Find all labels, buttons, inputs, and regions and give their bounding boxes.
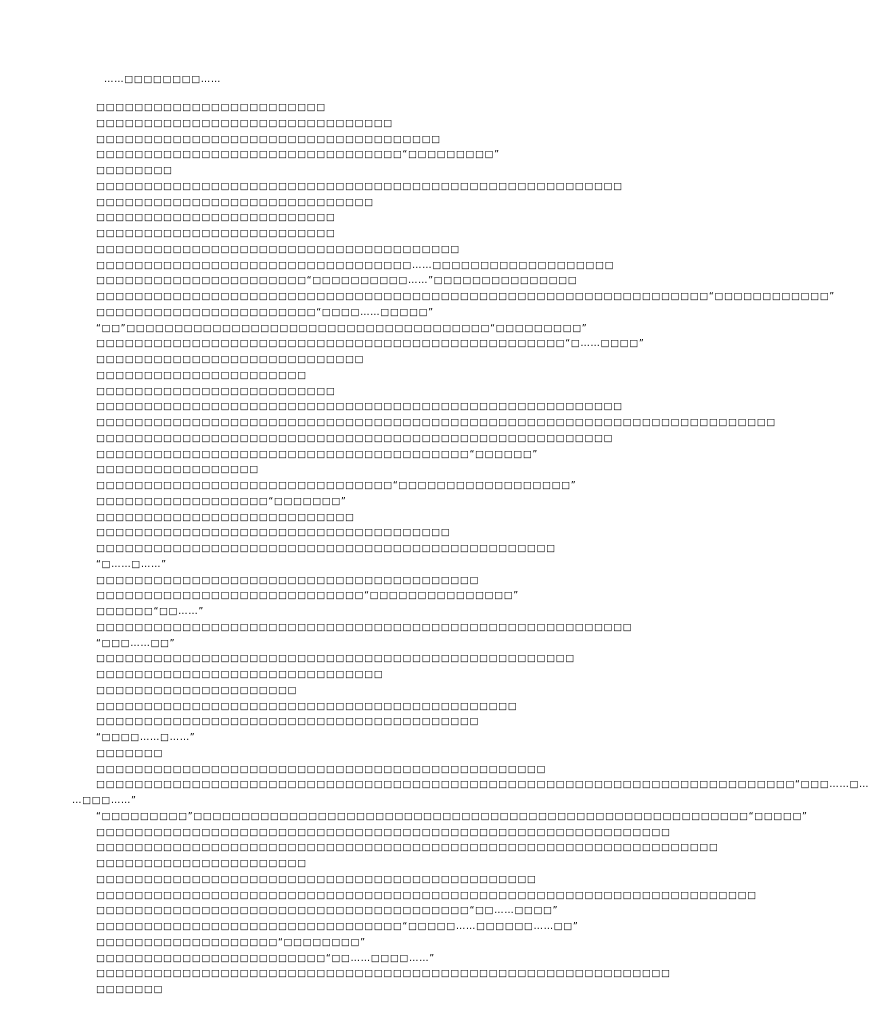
text-line: □□□□□□□□□□□□□□□□□□□□□□□□□□□: [96, 511, 355, 523]
text-line: □□□□□□□□□□□□□□□□□□□□□□□□: [96, 102, 326, 113]
text-line: □□□□□□□□□□□□□□□□□□□□□□□□□□□□□□□□□□□□□□□□□□□□□□□□□□□□□□□: [96, 401, 623, 413]
text-line: □□□□□□□□□□□□□□□□□□□□□□□□□□□□□□□□□□□□□□□□□□□□□□□□□□□□□□□: [96, 180, 623, 192]
text-line: □□□□□□□□□□□□□□□□□□□□□□“□□□□□□□□□□……”□□□□□□□□□□□□□□□: [96, 275, 578, 287]
text-line: □□□□□□□□: [96, 165, 173, 176]
text-line: □□□□□□□□□□□□□□□□□□□□□□□□□□□□□□□□□……□□□□□□□□□□□□□□□□□□□: [96, 259, 615, 271]
text-line: □□□□□□□□□□□□□□□□□□□□□□□“□□□□……□□□□□”: [96, 306, 434, 318]
text-line: □□□□□□□□□□□□□□□□□□□□□□□□□□□□□□□□□□□□□: [96, 527, 451, 539]
text-line: “□□”□□□□□□□□□□□□□□□□□□□□□□□□□□□□□□□□□□□□□□“□□□□□□□□□”: [96, 322, 588, 334]
text-line: □□□□□□□□□□□□□□□□□□□□□□□□□□□□□□□□□□□□□□□“□□□□□□”: [96, 448, 538, 460]
text-line: “□□□……□□”: [96, 637, 176, 649]
text-line: □□□□□□□□□□□□□□□□□□“□□□□□□□”: [96, 495, 347, 507]
text-line: □□□□□□□□□□□□□□□□□□□□□□□□□□□□□□□□“□□□□□□□□□”: [96, 149, 500, 161]
document-heading: ……□□□□□□□□……: [104, 74, 222, 85]
text-line: □□□□□□□□□□□□□□□□□□□□□□□□□□□□□□□□□□□□□□□□: [96, 716, 480, 728]
text-line: □□□□□□□□□□□□□□□□□□□□□: [96, 684, 298, 696]
text-line: □□□□□□□□□□□□□□□□□□□□□□□□□□□□□□□□□□□□□□□□□□□□□□□□□□□□□□□□□□□□□□□□□□□□□□□□□“□□□……□…: [96, 779, 869, 791]
text-line: □□□□□□□□□□□□□□□□□□□“□□□□□□□□”: [96, 936, 366, 948]
text-line: □□□□□□□□□□□□□□□□□□□□□□□□□□□□□□□□□□□□□□□□□□□□□□□: [96, 763, 547, 775]
text-line: □□□□□□□□□□□□□□□□□□□□□□□□□□□□□□□□□□□□□□□□□□□□□□□□□□□□□□: [96, 432, 614, 444]
text-line: □□□□□□□□□□□□□□□□□□□□□□□□□: [96, 228, 336, 239]
text-line: □□□□□□□□□□□□□□□□□□□□□□□□□□□□□: [96, 196, 374, 208]
text-line: □□□□□□□□□□□□□□□□□□□□□□□□□□□□□□□□□□□□□□□□□□□□: [96, 700, 518, 712]
text-line: □□□□□□□□□□□□□□□□□□□□□□□□“□□……□□□□……”: [96, 952, 435, 964]
text-line: □□□□□□□: [96, 984, 164, 995]
text-line: □□□□□□□□□□□□□□□□□□□□□□□□□□□□□□□□“□□□□□……□□□□□□……□□”: [96, 921, 579, 932]
text-line: □□□□□□□□□□□□□□□□□□□□□□□□□□□□□□□□□□□□□□□□□□□□□□□□□□□□□□□□□□□□: [96, 826, 671, 838]
text-line: □□□□□□□□□□□□□□□□□□□□□□□□□□□□: [96, 354, 365, 365]
text-line: □□□□□□□□□□□□□□□□□□□□□□□□□□□□□□□□□□□□□□: [96, 243, 460, 255]
text-line: □□□□□□□□□□□□□□□□□□□□□□□□□□□□□□□: [96, 117, 393, 129]
text-line: □□□□□□□□□□□□□□□□□□□□□□□□□□□□□□□□□□□□□□□□: [96, 574, 480, 586]
text-line: □□□□□□□□□□□□□□□□□□□□□□□□□□□□□□□□□□□□□□□□□□□□□□□□□“□……□□□□”: [96, 338, 645, 350]
text-line: “□……□……”: [96, 558, 167, 570]
text-line: □□□□□□□□□□□□□□□□□: [96, 464, 259, 476]
text-line: □□□□□□□□□□□□□□□□□□□□□□□□□□□□□□□□□□□□□□□□□□□□□□□□□□□□□□□□□□□□□□□□□□□□□□□: [96, 417, 776, 428]
text-line: □□□□□□□□□□□□□□□□□□□□□□□□□□□□□□□“□□□□□□□□□□□□□□□□□□”: [96, 480, 577, 491]
text-line: □□□□□□□□□□□□□□□□□□□□□□□□□: [96, 385, 336, 397]
text-line: □□□□□□□□□□□□□□□□□□□□□□□□□□□□□□□□□□□□□□□□□□□□□□□□□□: [96, 653, 575, 665]
document-body: [72, 100, 869, 998]
text-line: □□□□□□□□□□□□□□□□□□□□□□□□□□□□□□□□□□□□: [96, 133, 441, 145]
text-line: □□□□□□□: [96, 747, 164, 759]
text-line: □□□□□□□□□□□□□□□□□□□□□□□□□: [96, 212, 336, 224]
text-line: □□□□□□□□□□□□□□□□□□□□□□□□□□□□□□□□□□□□□□□□□□□□□□: [96, 873, 537, 885]
text-line: “□□□□□□□□□”□□□□□□□□□□□□□□□□□□□□□□□□□□□□□□□□□□□□□□□□□□□□□□□□□□□□□□□□□□“□□□□□”: [96, 810, 808, 822]
text-line: …□□□……”: [72, 795, 137, 806]
text-line: □□□□□□□□□□□□□□□□□□□□□□: [96, 858, 307, 869]
text-line: □□□□□□□□□□□□□□□□□□□□□□□□□□□□□□□□□□□□□□□□□□□□□□□□□□□□□□□□□□□□: [96, 968, 671, 980]
text-line: □□□□□□□□□□□□□□□□□□□□□□□□□□□□□□□□□□□□□□□□□□□□□□□□□□□□□□□□: [96, 621, 633, 633]
text-line: □□□□□□□□□□□□□□□□□□□□□□□□□□□□□□□□□□□□□□□□□□□□□□□□□□□□□□□□□□□□□□□□□: [96, 842, 719, 854]
text-line: □□□□□□□□□□□□□□□□□□□□□□□□□□□□“□□□□□□□□□□□□□□□”: [96, 590, 519, 602]
text-line: □□□□□□□□□□□□□□□□□□□□□□□□□□□□□□□□□□□□□□□□□□□□□□□□: [96, 543, 556, 554]
text-line: □□□□□□□□□□□□□□□□□□□□□□: [96, 369, 307, 381]
text-line: “□□□□……□……”: [96, 732, 196, 743]
text-line: □□□□□□“□□……”: [96, 606, 204, 617]
text-line: □□□□□□□□□□□□□□□□□□□□□□□□□□□□□□□□□□□□□□□“□□……□□□□”: [96, 905, 559, 917]
text-line: □□□□□□□□□□□□□□□□□□□□□□□□□□□□□□□□□□□□□□□□□□□□□□□□□□□□□□□□□□□□□□□□□□□□□: [96, 889, 757, 901]
text-line: □□□□□□□□□□□□□□□□□□□□□□□□□□□□□□□□□□□□□□□□□□□□□□□□□□□□□□□□□□□□□□□□“□□□□□□□□□□□□”: [96, 291, 835, 302]
text-line: □□□□□□□□□□□□□□□□□□□□□□□□□□□□□□: [96, 669, 384, 680]
